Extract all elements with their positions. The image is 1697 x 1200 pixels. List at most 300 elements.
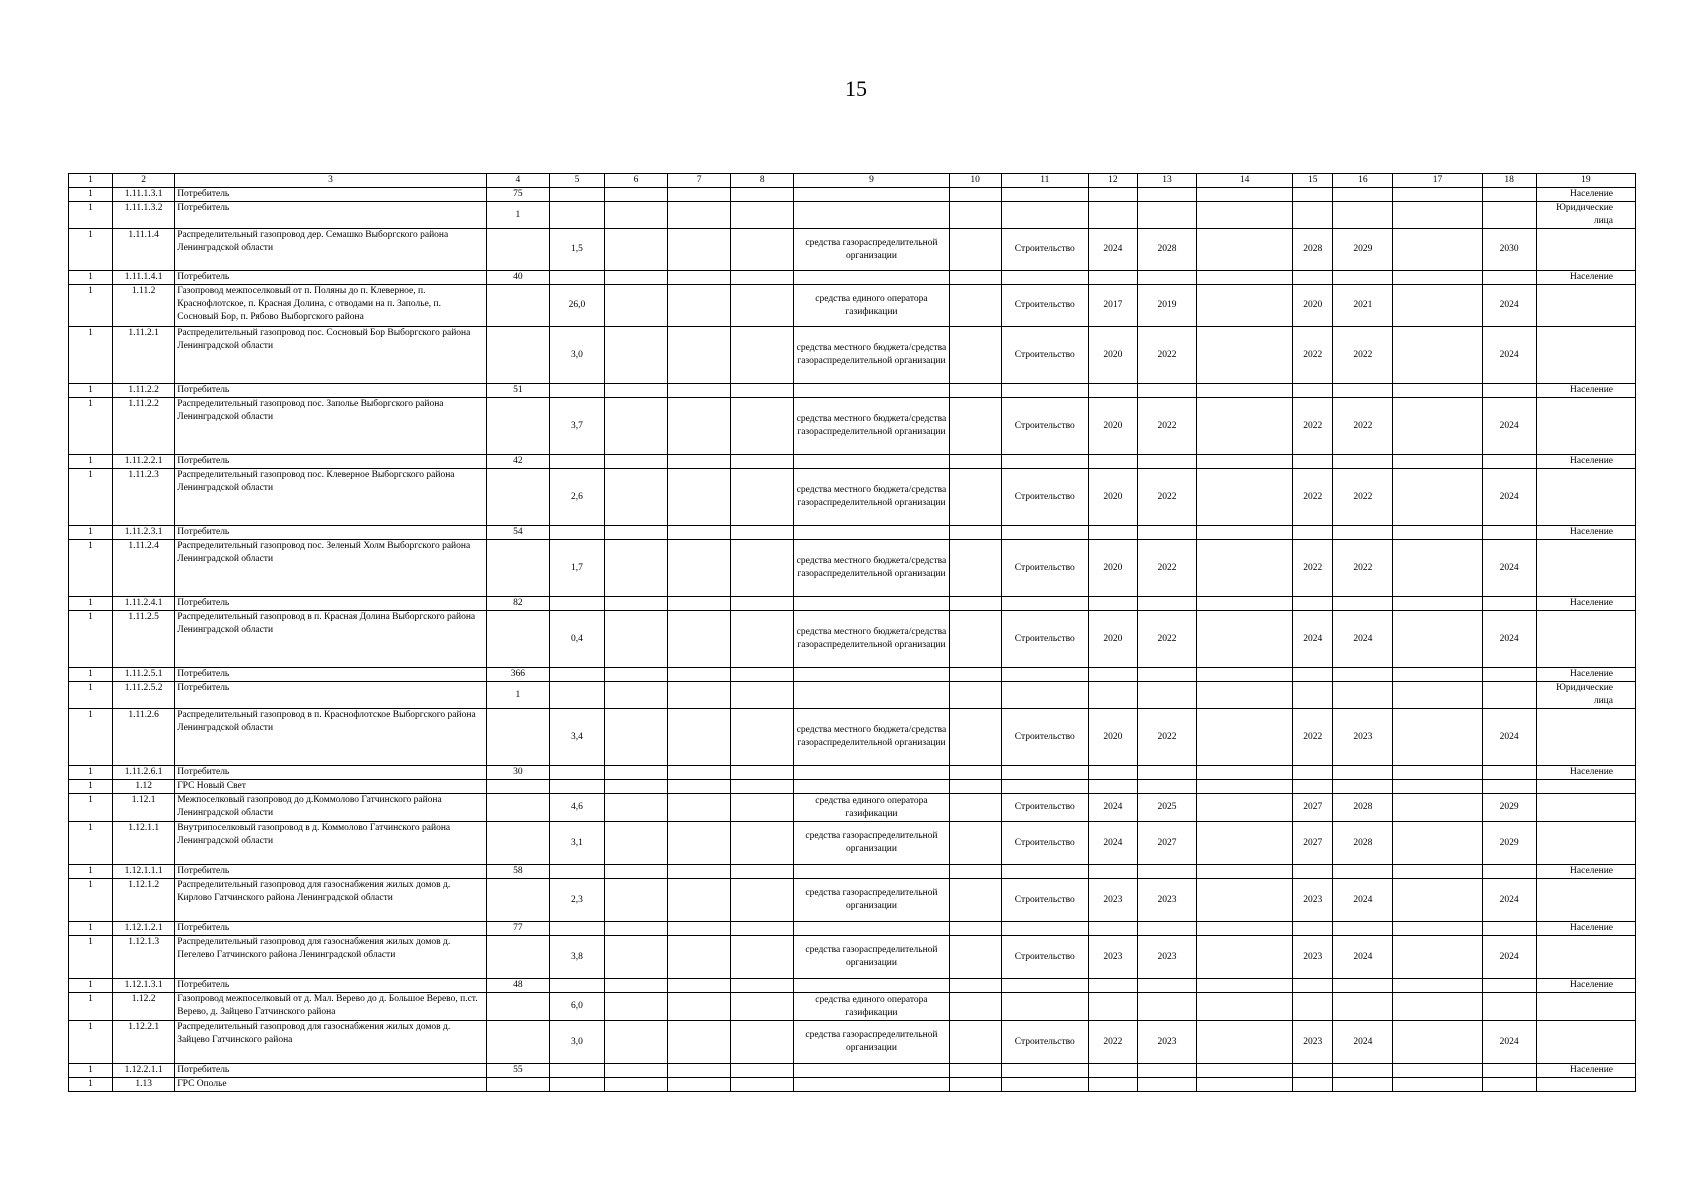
table-cell-col-1: 1 — [69, 780, 113, 794]
table-cell-col-15: 2024 — [1293, 611, 1333, 668]
table-cell-col-13: 2028 — [1137, 229, 1196, 271]
table-cell-col-6 — [604, 398, 667, 455]
table-cell-col-19: Население — [1536, 979, 1635, 993]
table-cell-col-5 — [549, 865, 604, 879]
table-row — [69, 682, 1636, 709]
table-cell-col-13 — [1137, 979, 1196, 993]
table-cell-col-18 — [1482, 1078, 1536, 1092]
table-cell-col-18 — [1482, 865, 1536, 879]
table-cell-col-4: 42 — [486, 455, 549, 469]
table-cell-col-3: Потребитель — [175, 766, 487, 780]
table-cell-col-10 — [949, 993, 1001, 1021]
table-cell-col-6 — [604, 455, 667, 469]
table-cell-col-14 — [1197, 865, 1293, 879]
table-cell-col-19: Население — [1536, 1064, 1635, 1078]
table-cell-col-8 — [731, 455, 794, 469]
table-cell-col-2: 1.11.2.2 — [113, 398, 175, 455]
table-cell-col-12: 2017 — [1088, 285, 1137, 327]
table-cell-col-12: 2024 — [1088, 229, 1137, 271]
column-number-11: 11 — [1001, 174, 1088, 188]
table-cell-col-19 — [1536, 611, 1635, 668]
table-cell-col-8 — [731, 993, 794, 1021]
table-cell-col-14 — [1197, 993, 1293, 1021]
table-cell-col-17 — [1393, 597, 1482, 611]
table-cell-col-15: 2028 — [1293, 229, 1333, 271]
table-cell-col-11: Строительство — [1001, 879, 1088, 922]
table-cell-col-3: Потребитель — [175, 455, 487, 469]
table-cell-col-8 — [731, 794, 794, 822]
table-row — [69, 922, 1636, 936]
table-cell-col-12: 2020 — [1088, 469, 1137, 526]
table-cell-col-14 — [1197, 979, 1293, 993]
table-cell-col-7 — [668, 709, 731, 766]
table-cell-col-15 — [1293, 865, 1333, 879]
table-cell-col-19 — [1536, 780, 1635, 794]
table-cell-col-15 — [1293, 780, 1333, 794]
table-cell-col-19 — [1536, 327, 1635, 384]
table-cell-col-18 — [1482, 384, 1536, 398]
table-row — [69, 384, 1636, 398]
table-cell-col-4 — [486, 285, 549, 327]
table-row — [69, 1021, 1636, 1064]
table-cell-col-5 — [549, 922, 604, 936]
table-cell-col-12: 2024 — [1088, 794, 1137, 822]
table-cell-col-7 — [668, 455, 731, 469]
table-cell-col-14 — [1197, 271, 1293, 285]
table-cell-col-18 — [1482, 668, 1536, 682]
table-cell-col-5: 26,0 — [549, 285, 604, 327]
table-cell-col-18 — [1482, 526, 1536, 540]
table-cell-col-8 — [731, 865, 794, 879]
table-cell-col-19 — [1536, 879, 1635, 922]
table-cell-col-16: 2021 — [1333, 285, 1393, 327]
table-cell-col-14 — [1197, 611, 1293, 668]
table-cell-col-19: Население — [1536, 188, 1635, 202]
table-cell-col-18 — [1482, 993, 1536, 1021]
table-cell-col-9 — [794, 780, 949, 794]
column-number-9: 9 — [794, 174, 949, 188]
table-row — [69, 979, 1636, 993]
table-cell-col-11: Строительство — [1001, 936, 1088, 979]
table-cell-col-1: 1 — [69, 1078, 113, 1092]
table-cell-col-10 — [949, 780, 1001, 794]
table-cell-col-13 — [1137, 202, 1196, 229]
table-cell-col-5: 3,0 — [549, 327, 604, 384]
table-row — [69, 285, 1636, 327]
table-cell-col-1: 1 — [69, 285, 113, 327]
table-cell-col-2: 1.11.2.4.1 — [113, 597, 175, 611]
table-cell-col-3: Потребитель — [175, 682, 487, 709]
table-cell-col-5 — [549, 384, 604, 398]
table-cell-col-1: 1 — [69, 540, 113, 597]
table-cell-col-3: Потребитель — [175, 384, 487, 398]
table-cell-col-4: 82 — [486, 597, 549, 611]
table-cell-col-13: 2022 — [1137, 327, 1196, 384]
table-cell-col-9: средства газораспределительной организации — [794, 1021, 949, 1064]
table-cell-col-17 — [1393, 398, 1482, 455]
table-row — [69, 668, 1636, 682]
table-cell-col-6 — [604, 271, 667, 285]
table-cell-col-8 — [731, 936, 794, 979]
column-number-10: 10 — [949, 174, 1001, 188]
table-cell-col-11 — [1001, 865, 1088, 879]
table-row — [69, 780, 1636, 794]
table-cell-col-12 — [1088, 682, 1137, 709]
table-cell-col-7 — [668, 822, 731, 865]
table-cell-col-2: 1.11.2.2 — [113, 384, 175, 398]
table-cell-col-5 — [549, 1078, 604, 1092]
table-cell-col-3: Распределительный газопровод пос. Заполье Выборгского района Ленинградской области — [175, 398, 487, 455]
table-cell-col-6 — [604, 540, 667, 597]
table-cell-col-11: Строительство — [1001, 469, 1088, 526]
table-cell-col-7 — [668, 922, 731, 936]
table-cell-col-17 — [1393, 794, 1482, 822]
table-row — [69, 469, 1636, 526]
table-cell-col-9: средства единого оператора газификации — [794, 794, 949, 822]
table-cell-col-6 — [604, 979, 667, 993]
table-cell-col-14 — [1197, 597, 1293, 611]
table-cell-col-4 — [486, 611, 549, 668]
table-cell-col-3: Распределительный газопровод пос. Клеверное Выборгского района Ленинградской области — [175, 469, 487, 526]
table-cell-col-9: средства газораспределительной организации — [794, 229, 949, 271]
table-cell-col-10 — [949, 794, 1001, 822]
table-cell-col-12 — [1088, 979, 1137, 993]
table-cell-col-6 — [604, 709, 667, 766]
table-cell-col-9 — [794, 922, 949, 936]
table-row — [69, 188, 1636, 202]
table-cell-col-18: 2024 — [1482, 285, 1536, 327]
table-row — [69, 202, 1636, 229]
table-cell-col-18: 2024 — [1482, 936, 1536, 979]
table-cell-col-3: Межпоселковый газопровод до д.Коммолово Гатчинского района Ленинградской области — [175, 794, 487, 822]
table-row — [69, 455, 1636, 469]
table-cell-col-15 — [1293, 597, 1333, 611]
gas-pipeline-table — [68, 173, 1636, 1092]
table-cell-col-12: 2023 — [1088, 936, 1137, 979]
table-cell-col-16: 2022 — [1333, 398, 1393, 455]
table-cell-col-19: Население — [1536, 865, 1635, 879]
table-cell-col-13: 2022 — [1137, 709, 1196, 766]
table-cell-col-16: 2024 — [1333, 611, 1393, 668]
table-cell-col-4: 1 — [486, 682, 549, 709]
table-cell-col-12 — [1088, 202, 1137, 229]
table-cell-col-15: 2022 — [1293, 709, 1333, 766]
table-cell-col-13: 2027 — [1137, 822, 1196, 865]
table-cell-col-15 — [1293, 1064, 1333, 1078]
table-cell-col-2: 1.11.2.3 — [113, 469, 175, 526]
table-cell-col-8 — [731, 384, 794, 398]
table-cell-col-1: 1 — [69, 455, 113, 469]
table-cell-col-7 — [668, 1064, 731, 1078]
table-cell-col-1: 1 — [69, 922, 113, 936]
table-cell-col-5 — [549, 766, 604, 780]
table-cell-col-3: ГРС Новый Свет — [175, 780, 487, 794]
table-cell-col-15: 2023 — [1293, 1021, 1333, 1064]
table-cell-col-6 — [604, 384, 667, 398]
column-number-13: 13 — [1137, 174, 1196, 188]
table-cell-col-4 — [486, 794, 549, 822]
table-cell-col-17 — [1393, 780, 1482, 794]
column-number-18: 18 — [1482, 174, 1536, 188]
table-cell-col-4: 75 — [486, 188, 549, 202]
table-cell-col-5: 2,6 — [549, 469, 604, 526]
table-cell-col-8 — [731, 540, 794, 597]
table-cell-col-7 — [668, 271, 731, 285]
table-cell-col-17 — [1393, 936, 1482, 979]
table-cell-col-18 — [1482, 1064, 1536, 1078]
table-cell-col-15 — [1293, 766, 1333, 780]
table-cell-col-2: 1.11.1.4 — [113, 229, 175, 271]
table-cell-col-6 — [604, 922, 667, 936]
table-cell-col-16 — [1333, 271, 1393, 285]
table-cell-col-11 — [1001, 780, 1088, 794]
table-cell-col-16 — [1333, 766, 1393, 780]
table-cell-col-1: 1 — [69, 398, 113, 455]
table-cell-col-11 — [1001, 188, 1088, 202]
table-cell-col-18 — [1482, 766, 1536, 780]
table-cell-col-17 — [1393, 540, 1482, 597]
table-cell-col-11: Строительство — [1001, 709, 1088, 766]
table-cell-col-9 — [794, 455, 949, 469]
table-cell-col-17 — [1393, 229, 1482, 271]
table-cell-col-2: 1.12.2 — [113, 993, 175, 1021]
table-cell-col-4: 48 — [486, 979, 549, 993]
table-cell-col-7 — [668, 327, 731, 384]
table-cell-col-19: Население — [1536, 526, 1635, 540]
table-cell-col-17 — [1393, 865, 1482, 879]
table-cell-col-16 — [1333, 668, 1393, 682]
table-cell-col-10 — [949, 540, 1001, 597]
table-cell-col-18: 2030 — [1482, 229, 1536, 271]
table-cell-col-19: Юридические лица — [1536, 202, 1635, 229]
table-cell-col-16: 2028 — [1333, 822, 1393, 865]
table-cell-col-18 — [1482, 271, 1536, 285]
table-cell-col-10 — [949, 1078, 1001, 1092]
table-cell-col-6 — [604, 865, 667, 879]
table-cell-col-11: Строительство — [1001, 1021, 1088, 1064]
table-cell-col-1: 1 — [69, 936, 113, 979]
table-cell-col-2: 1.11.2 — [113, 285, 175, 327]
table-cell-col-14 — [1197, 879, 1293, 922]
table-cell-col-18 — [1482, 780, 1536, 794]
page-number: 15 — [845, 76, 867, 101]
table-cell-col-19: Население — [1536, 766, 1635, 780]
table-cell-col-15 — [1293, 188, 1333, 202]
table-cell-col-3: Потребитель — [175, 188, 487, 202]
table-cell-col-2: 1.12.1.1.1 — [113, 865, 175, 879]
table-cell-col-3: Распределительный газопровод в п. Краснофлотское Выборгского района Ленинградской области — [175, 709, 487, 766]
table-cell-col-16: 2022 — [1333, 327, 1393, 384]
table-cell-col-2: 1.12.1 — [113, 794, 175, 822]
table-cell-col-2: 1.11.1.4.1 — [113, 271, 175, 285]
table-cell-col-11 — [1001, 766, 1088, 780]
table-cell-col-2: 1.11.2.6.1 — [113, 766, 175, 780]
table-cell-col-8 — [731, 822, 794, 865]
table-row — [69, 936, 1636, 979]
table-cell-col-1: 1 — [69, 822, 113, 865]
table-cell-col-9: средства местного бюджета/средства газораспределительной организации — [794, 540, 949, 597]
table-cell-col-14 — [1197, 202, 1293, 229]
table-cell-col-16: 2022 — [1333, 540, 1393, 597]
table-cell-col-5 — [549, 780, 604, 794]
table-cell-col-13 — [1137, 188, 1196, 202]
table-cell-col-15 — [1293, 271, 1333, 285]
table-cell-col-8 — [731, 682, 794, 709]
table-cell-col-7 — [668, 865, 731, 879]
table-cell-col-11: Строительство — [1001, 398, 1088, 455]
table-cell-col-4: 1 — [486, 202, 549, 229]
table-cell-col-15 — [1293, 993, 1333, 1021]
table-cell-col-17 — [1393, 285, 1482, 327]
table-cell-col-18 — [1482, 922, 1536, 936]
table-cell-col-13: 2022 — [1137, 469, 1196, 526]
table-cell-col-17 — [1393, 993, 1482, 1021]
table-cell-col-4: 51 — [486, 384, 549, 398]
table-cell-col-8 — [731, 229, 794, 271]
table-cell-col-11 — [1001, 922, 1088, 936]
table-cell-col-15: 2027 — [1293, 822, 1333, 865]
table-cell-col-4: 58 — [486, 865, 549, 879]
table-cell-col-18 — [1482, 455, 1536, 469]
table-cell-col-9: средства единого оператора газификации — [794, 285, 949, 327]
table-cell-col-2: 1.12.1.3 — [113, 936, 175, 979]
table-cell-col-6 — [604, 822, 667, 865]
table-cell-col-14 — [1197, 922, 1293, 936]
table-cell-col-3: Потребитель — [175, 979, 487, 993]
table-cell-col-3: Внутрипоселковый газопровод в д. Коммолово Гатчинского района Ленинградской области — [175, 822, 487, 865]
table-cell-col-7 — [668, 794, 731, 822]
table-cell-col-9: средства единого оператора газификации — [794, 993, 949, 1021]
table-cell-col-17 — [1393, 526, 1482, 540]
table-cell-col-19 — [1536, 540, 1635, 597]
table-cell-col-4 — [486, 822, 549, 865]
table-cell-col-19 — [1536, 398, 1635, 455]
table-cell-col-15 — [1293, 1078, 1333, 1092]
table-cell-col-10 — [949, 611, 1001, 668]
table-cell-col-12: 2022 — [1088, 1021, 1137, 1064]
table-cell-col-15: 2023 — [1293, 936, 1333, 979]
table-cell-col-12 — [1088, 526, 1137, 540]
table-cell-col-10 — [949, 879, 1001, 922]
table-cell-col-10 — [949, 398, 1001, 455]
table-cell-col-19 — [1536, 822, 1635, 865]
table-cell-col-13 — [1137, 526, 1196, 540]
table-cell-col-3: Газопровод межпоселковый от д. Мал. Верево до д. Большое Верево, п.ст. Верево, д. Зайцево Гатчинского района — [175, 993, 487, 1021]
table-cell-col-13 — [1137, 922, 1196, 936]
table-cell-col-19 — [1536, 229, 1635, 271]
table-cell-col-12: 2020 — [1088, 611, 1137, 668]
table-cell-col-16 — [1333, 384, 1393, 398]
table-cell-col-12: 2020 — [1088, 540, 1137, 597]
table-cell-col-19: Юридические лица — [1536, 682, 1635, 709]
table-cell-col-1: 1 — [69, 993, 113, 1021]
table-cell-col-12 — [1088, 1078, 1137, 1092]
table-cell-col-10 — [949, 455, 1001, 469]
table-cell-col-11: Строительство — [1001, 822, 1088, 865]
table-cell-col-14 — [1197, 1064, 1293, 1078]
table-cell-col-14 — [1197, 794, 1293, 822]
table-cell-col-5: 6,0 — [549, 993, 604, 1021]
table-cell-col-1: 1 — [69, 526, 113, 540]
table-cell-col-11 — [1001, 455, 1088, 469]
table-cell-col-4 — [486, 469, 549, 526]
table-cell-col-12: 2020 — [1088, 398, 1137, 455]
table-cell-col-3: Газопровод межпоселковый от п. Поляны до п. Клеверное, п. Краснофлотское, п. Красная Долина, с отводами на п. Заполье, п. Сосновый Бор, п. Рябово Выборгского района — [175, 285, 487, 327]
table-cell-col-11: Строительство — [1001, 285, 1088, 327]
table-cell-col-16: 2022 — [1333, 469, 1393, 526]
table-row — [69, 526, 1636, 540]
table-row — [69, 1078, 1636, 1092]
table-cell-col-6 — [604, 993, 667, 1021]
table-cell-col-4: 30 — [486, 766, 549, 780]
table-cell-col-2: 1.12.2.1.1 — [113, 1064, 175, 1078]
table-cell-col-9 — [794, 526, 949, 540]
table-cell-col-16 — [1333, 865, 1393, 879]
table-cell-col-15 — [1293, 668, 1333, 682]
table-cell-col-19: Население — [1536, 668, 1635, 682]
table-cell-col-8 — [731, 271, 794, 285]
table-cell-col-16 — [1333, 526, 1393, 540]
table-cell-col-6 — [604, 611, 667, 668]
table-cell-col-4 — [486, 709, 549, 766]
table-cell-col-5 — [549, 668, 604, 682]
table-cell-col-10 — [949, 469, 1001, 526]
table-row — [69, 709, 1636, 766]
table-cell-col-2: 1.11.2.6 — [113, 709, 175, 766]
table-cell-col-14 — [1197, 229, 1293, 271]
table-cell-col-10 — [949, 202, 1001, 229]
column-number-14: 14 — [1197, 174, 1293, 188]
table-cell-col-1: 1 — [69, 229, 113, 271]
table-cell-col-19: Население — [1536, 384, 1635, 398]
table-cell-col-12 — [1088, 597, 1137, 611]
table-cell-col-8 — [731, 979, 794, 993]
column-number-16: 16 — [1333, 174, 1393, 188]
table-row — [69, 597, 1636, 611]
table-cell-col-14 — [1197, 455, 1293, 469]
table-cell-col-13 — [1137, 780, 1196, 794]
table-cell-col-13 — [1137, 993, 1196, 1021]
table-cell-col-14 — [1197, 822, 1293, 865]
table-cell-col-7 — [668, 526, 731, 540]
table-cell-col-8 — [731, 469, 794, 526]
table-cell-col-7 — [668, 936, 731, 979]
table-cell-col-18 — [1482, 682, 1536, 709]
column-number-6: 6 — [604, 174, 667, 188]
table-cell-col-18 — [1482, 597, 1536, 611]
table-cell-col-13: 2023 — [1137, 879, 1196, 922]
table-cell-col-10 — [949, 922, 1001, 936]
table-cell-col-15: 2022 — [1293, 469, 1333, 526]
table-cell-col-9 — [794, 979, 949, 993]
table-cell-col-11 — [1001, 202, 1088, 229]
table-cell-col-2: 1.12.1.2.1 — [113, 922, 175, 936]
table-cell-col-1: 1 — [69, 865, 113, 879]
table-cell-col-11: Строительство — [1001, 229, 1088, 271]
table-cell-col-11 — [1001, 1078, 1088, 1092]
table-cell-col-3: Распределительный газопровод для газоснабжения жилых домов д. Зайцево Гатчинского района — [175, 1021, 487, 1064]
table-cell-col-1: 1 — [69, 979, 113, 993]
table-cell-col-3: Потребитель — [175, 271, 487, 285]
table-cell-col-9 — [794, 597, 949, 611]
table-cell-col-4: 54 — [486, 526, 549, 540]
table-cell-col-5: 3,4 — [549, 709, 604, 766]
table-cell-col-10 — [949, 668, 1001, 682]
table-cell-col-6 — [604, 668, 667, 682]
column-number-12: 12 — [1088, 174, 1137, 188]
table-cell-col-6 — [604, 682, 667, 709]
table-cell-col-18 — [1482, 979, 1536, 993]
